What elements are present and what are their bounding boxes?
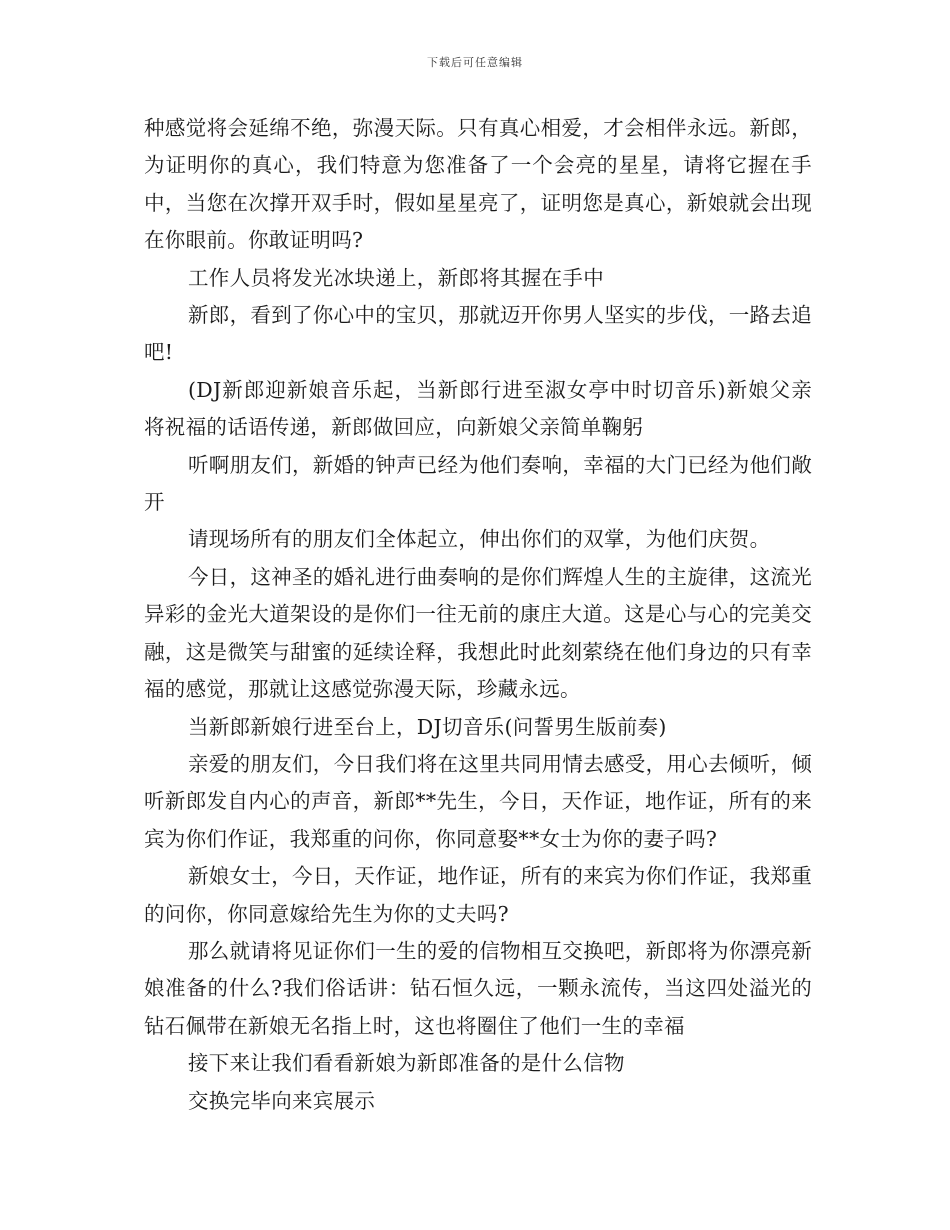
paragraph: 种感觉将会延绵不绝，弥漫天际。只有真心相爱，才会相伴永远。新郎，为证明你的真心，我们特意为您准备了一个会亮的星星，请将它握在手中，当您在次撑开双手时，假如星星亮了，证明您是真心，新娘就会出现在你眼前。你敢证明吗? bbox=[144, 116, 812, 253]
paragraph: 亲爱的朋友们，今日我们将在这里共同用情去感受，用心去倾听，倾听新郎发自内心的声音，新郎**先生，今日，天作证，地作证，所有的来宾为你们作证，我郑重的问你，你同意娶**女士为你的妻子吗? bbox=[144, 751, 812, 851]
paragraph: 听啊朋友们，新婚的钟声已经为他们奏响，幸福的大门已经为他们敞开 bbox=[144, 452, 812, 515]
paragraph: 交换完毕向来宾展示 bbox=[188, 1088, 376, 1113]
paragraph: 新娘女士，今日，天作证，地作证，所有的来宾为你们作证，我郑重的问你，你同意嫁给先生为你的丈夫吗? bbox=[144, 864, 812, 926]
paragraph: 新郎，看到了你心中的宝贝，那就迈开你男人坚实的步伐，一路去追吧! bbox=[144, 303, 812, 365]
page-header-note: 下载后可任意编辑 bbox=[427, 56, 523, 69]
paragraph: (DJ新郎迎新娘音乐起，当新郎行进至淑女亭中时切音乐)新娘父亲将祝福的话语传递，新郎做回应，向新娘父亲简单鞠躬 bbox=[144, 377, 812, 440]
paragraph: 工作人员将发光冰块递上，新郎将其握在手中 bbox=[188, 265, 604, 290]
document-body bbox=[144, 110, 812, 1120]
paragraph: 今日，这神圣的婚礼进行曲奏响的是你们辉煌人生的主旋律，这流光异彩的金光大道架设的是你们一往无前的康庄大道。这是心与心的完美交融，这是微笑与甜蜜的延续诠释，我想此时此刻萦绕在他们身边的只有幸福的感觉，那就让这感觉弥漫天际，珍藏永远。 bbox=[144, 564, 812, 702]
paragraph: 请现场所有的朋友们全体起立，伸出你们的双掌，为他们庆贺。 bbox=[188, 527, 771, 552]
paragraph: 当新郎新娘行进至台上，DJ切音乐(问誓男生版前奏) bbox=[188, 714, 667, 739]
paragraph: 那么就请将见证你们一生的爱的信物相互交换吧，新郎将为你漂亮新娘准备的什么?我们俗话讲：钻石恒久远，一颗永流传，当这四处溢光的钻石佩带在新娘无名指上时，这也将圈住了他们一生的幸福 bbox=[144, 938, 812, 1038]
paragraph: 接下来让我们看看新娘为新郎准备的是什么信物 bbox=[188, 1051, 625, 1076]
